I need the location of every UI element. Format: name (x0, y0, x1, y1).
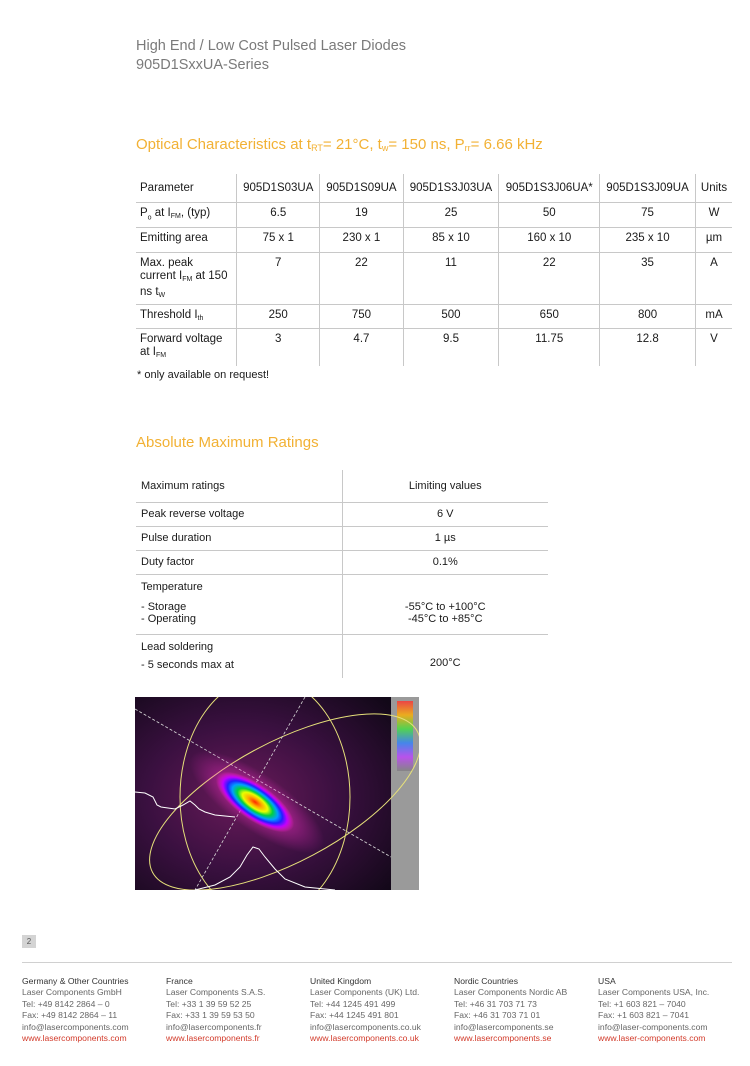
contact-tel: Tel: +49 8142 2864 – 0 (22, 998, 110, 1009)
contact-fax: Fax: +46 31 703 71 01 (454, 1010, 541, 1021)
contact-tel: Tel: +46 31 703 71 73 (454, 998, 537, 1009)
rating-value: 200°C (429, 657, 461, 670)
contact-tel: Tel: +33 1 39 59 52 25 (166, 998, 252, 1009)
contact-website-link[interactable]: www.lasercomponents.com (22, 1033, 127, 1044)
col-header: 905D1S3J09UA (600, 174, 696, 202)
value-cell: 35 (600, 252, 696, 304)
color-scale-bar (397, 701, 413, 771)
table-header-row (136, 470, 548, 502)
document-header (136, 37, 406, 75)
param-cell: Forward voltage at IFM (140, 332, 223, 359)
absolute-ratings-table (136, 470, 548, 678)
unit-cell: W (696, 202, 732, 227)
contact-email[interactable]: info@lasercomponents.fr (166, 1021, 262, 1032)
table-row (136, 550, 548, 574)
optical-characteristics-table (136, 174, 732, 366)
col-header: 905D1S09UA (320, 174, 403, 202)
contact-region: Nordic Countries (454, 976, 518, 986)
table-row (136, 202, 732, 227)
col-header: 905D1S03UA (237, 174, 320, 202)
footer-contact-germany (22, 976, 162, 1044)
optical-characteristics-title: Optical Characteristics at $t_{RT}= 21^\circ C$, $t_w= 150$ ns, $P_{rr}= 6.66$ kHz (136, 136, 543, 153)
product-family-title: High End / Low Cost Pulsed Laser Diodes (136, 38, 407, 54)
table-row (136, 304, 732, 328)
table-row (136, 227, 732, 252)
contact-region: France (166, 976, 193, 986)
value-cell: 750 (320, 304, 403, 328)
unit-cell: A (696, 252, 732, 304)
value-cell: 230 x 1 (320, 227, 403, 252)
col-header: 905D1S3J03UA (403, 174, 499, 202)
table-row (136, 574, 548, 634)
contact-website-link[interactable]: www.lasercomponents.co.uk (310, 1033, 419, 1044)
contact-company: Laser Components GmbH (22, 987, 122, 998)
contact-fax: Fax: +44 1245 491 801 (310, 1010, 399, 1021)
rating-label: Peak reverse voltage (136, 502, 342, 526)
contact-company: Laser Components USA, Inc. (598, 987, 710, 998)
contact-fax: Fax: +1 603 821 – 7041 (598, 1010, 690, 1021)
footer-contact-usa (598, 976, 738, 1044)
unit-cell: mA (696, 304, 732, 328)
page-number: 2 (22, 935, 36, 948)
rating-value: 1 µs (434, 532, 456, 544)
value-cell: 800 (600, 304, 696, 328)
col-header: Limiting values (408, 479, 482, 492)
table-row (136, 502, 548, 526)
value-cell: 75 (600, 202, 696, 227)
value-cell: 7 (237, 252, 320, 304)
value-cell: 4.7 (320, 328, 403, 366)
contact-company: Laser Components Nordic AB (454, 987, 568, 998)
param-cell: Threshold Ith (140, 308, 204, 322)
col-header: 905D1S3J06UA* (499, 174, 600, 202)
contact-region: Germany & Other Countries (22, 976, 129, 986)
param-cell: Max. peak current IFM at 150 ns tW (140, 256, 228, 299)
param-cell: $P_o$ at IFM, (typ) (140, 206, 211, 221)
value-cell: 75 x 1 (237, 227, 320, 252)
value-cell: 11 (403, 252, 499, 304)
value-cell: 50 (499, 202, 600, 227)
rating-value: 0.1% (432, 556, 458, 568)
contact-region: USA (598, 976, 616, 986)
unit-cell: V (696, 328, 732, 366)
value-cell: 85 x 10 (403, 227, 499, 252)
footer-contact-france (166, 976, 306, 1044)
table-row (136, 328, 732, 366)
value-cell: 9.5 (403, 328, 499, 366)
contact-email[interactable]: info@lasercomponents.co.uk (310, 1021, 421, 1032)
contact-fax: Fax: +33 1 39 59 53 50 (166, 1010, 255, 1021)
unit-cell: µm (696, 227, 732, 252)
footer-divider (22, 962, 732, 963)
col-header: Parameter (140, 181, 194, 194)
footer-contact-nordic (454, 976, 594, 1044)
contact-tel: Tel: +44 1245 491 499 (310, 998, 396, 1009)
contact-company: Laser Components (UK) Ltd. (310, 987, 420, 998)
value-cell: 22 (320, 252, 403, 304)
contact-website-link[interactable]: www.laser-components.com (598, 1033, 706, 1044)
contact-email[interactable]: info@lasercomponents.com (22, 1021, 129, 1032)
contact-website-link[interactable]: www.lasercomponents.se (454, 1033, 552, 1044)
footer-contact-uk (310, 976, 450, 1044)
contact-tel: Tel: +1 603 821 – 7040 (598, 998, 686, 1009)
value-cell: 160 x 10 (499, 227, 600, 252)
rating-label: Duty factor (136, 550, 342, 574)
value-cell: 6.5 (237, 202, 320, 227)
contact-email[interactable]: info@lasercomponents.se (454, 1021, 554, 1032)
contact-fax: Fax: +49 8142 2864 – 11 (22, 1010, 118, 1021)
value-cell: 500 (403, 304, 499, 328)
table-row (136, 526, 548, 550)
contact-website-link[interactable]: www.lasercomponents.fr (166, 1033, 260, 1044)
rating-label: Temperature - Storage - Operating (136, 574, 342, 634)
rating-value: -55°C to +100°C -45°C to +85°C (404, 601, 486, 625)
availability-footnote: * only available on request! (137, 369, 270, 381)
table-row (136, 252, 732, 304)
value-cell: 11.75 (499, 328, 600, 366)
value-cell: 235 x 10 (600, 227, 696, 252)
col-header: Maximum ratings (136, 470, 342, 502)
value-cell: 22 (499, 252, 600, 304)
value-cell: 250 (237, 304, 320, 328)
rating-label: Lead soldering - 5 seconds max at (136, 634, 342, 678)
value-cell: 25 (403, 202, 499, 227)
contact-company: Laser Components S.A.S. (166, 987, 266, 998)
col-header: Units (696, 174, 732, 202)
series-name: 905D1SxxUA-Series (136, 57, 269, 73)
value-cell: 650 (499, 304, 600, 328)
contact-email[interactable]: info@laser-components.com (598, 1021, 708, 1032)
value-cell: 3 (237, 328, 320, 366)
table-header-row (136, 174, 732, 202)
value-cell: 12.8 (600, 328, 696, 366)
contact-region: United Kingdom (310, 976, 372, 986)
absolute-ratings-title: Absolute Maximum Ratings (136, 434, 319, 451)
rating-label: Pulse duration (136, 526, 342, 550)
table-row (136, 634, 548, 678)
beam-profile-image (135, 697, 419, 890)
param-cell: Emitting area (140, 231, 208, 244)
value-cell: 19 (320, 202, 403, 227)
rating-value: 6 V (436, 508, 454, 520)
